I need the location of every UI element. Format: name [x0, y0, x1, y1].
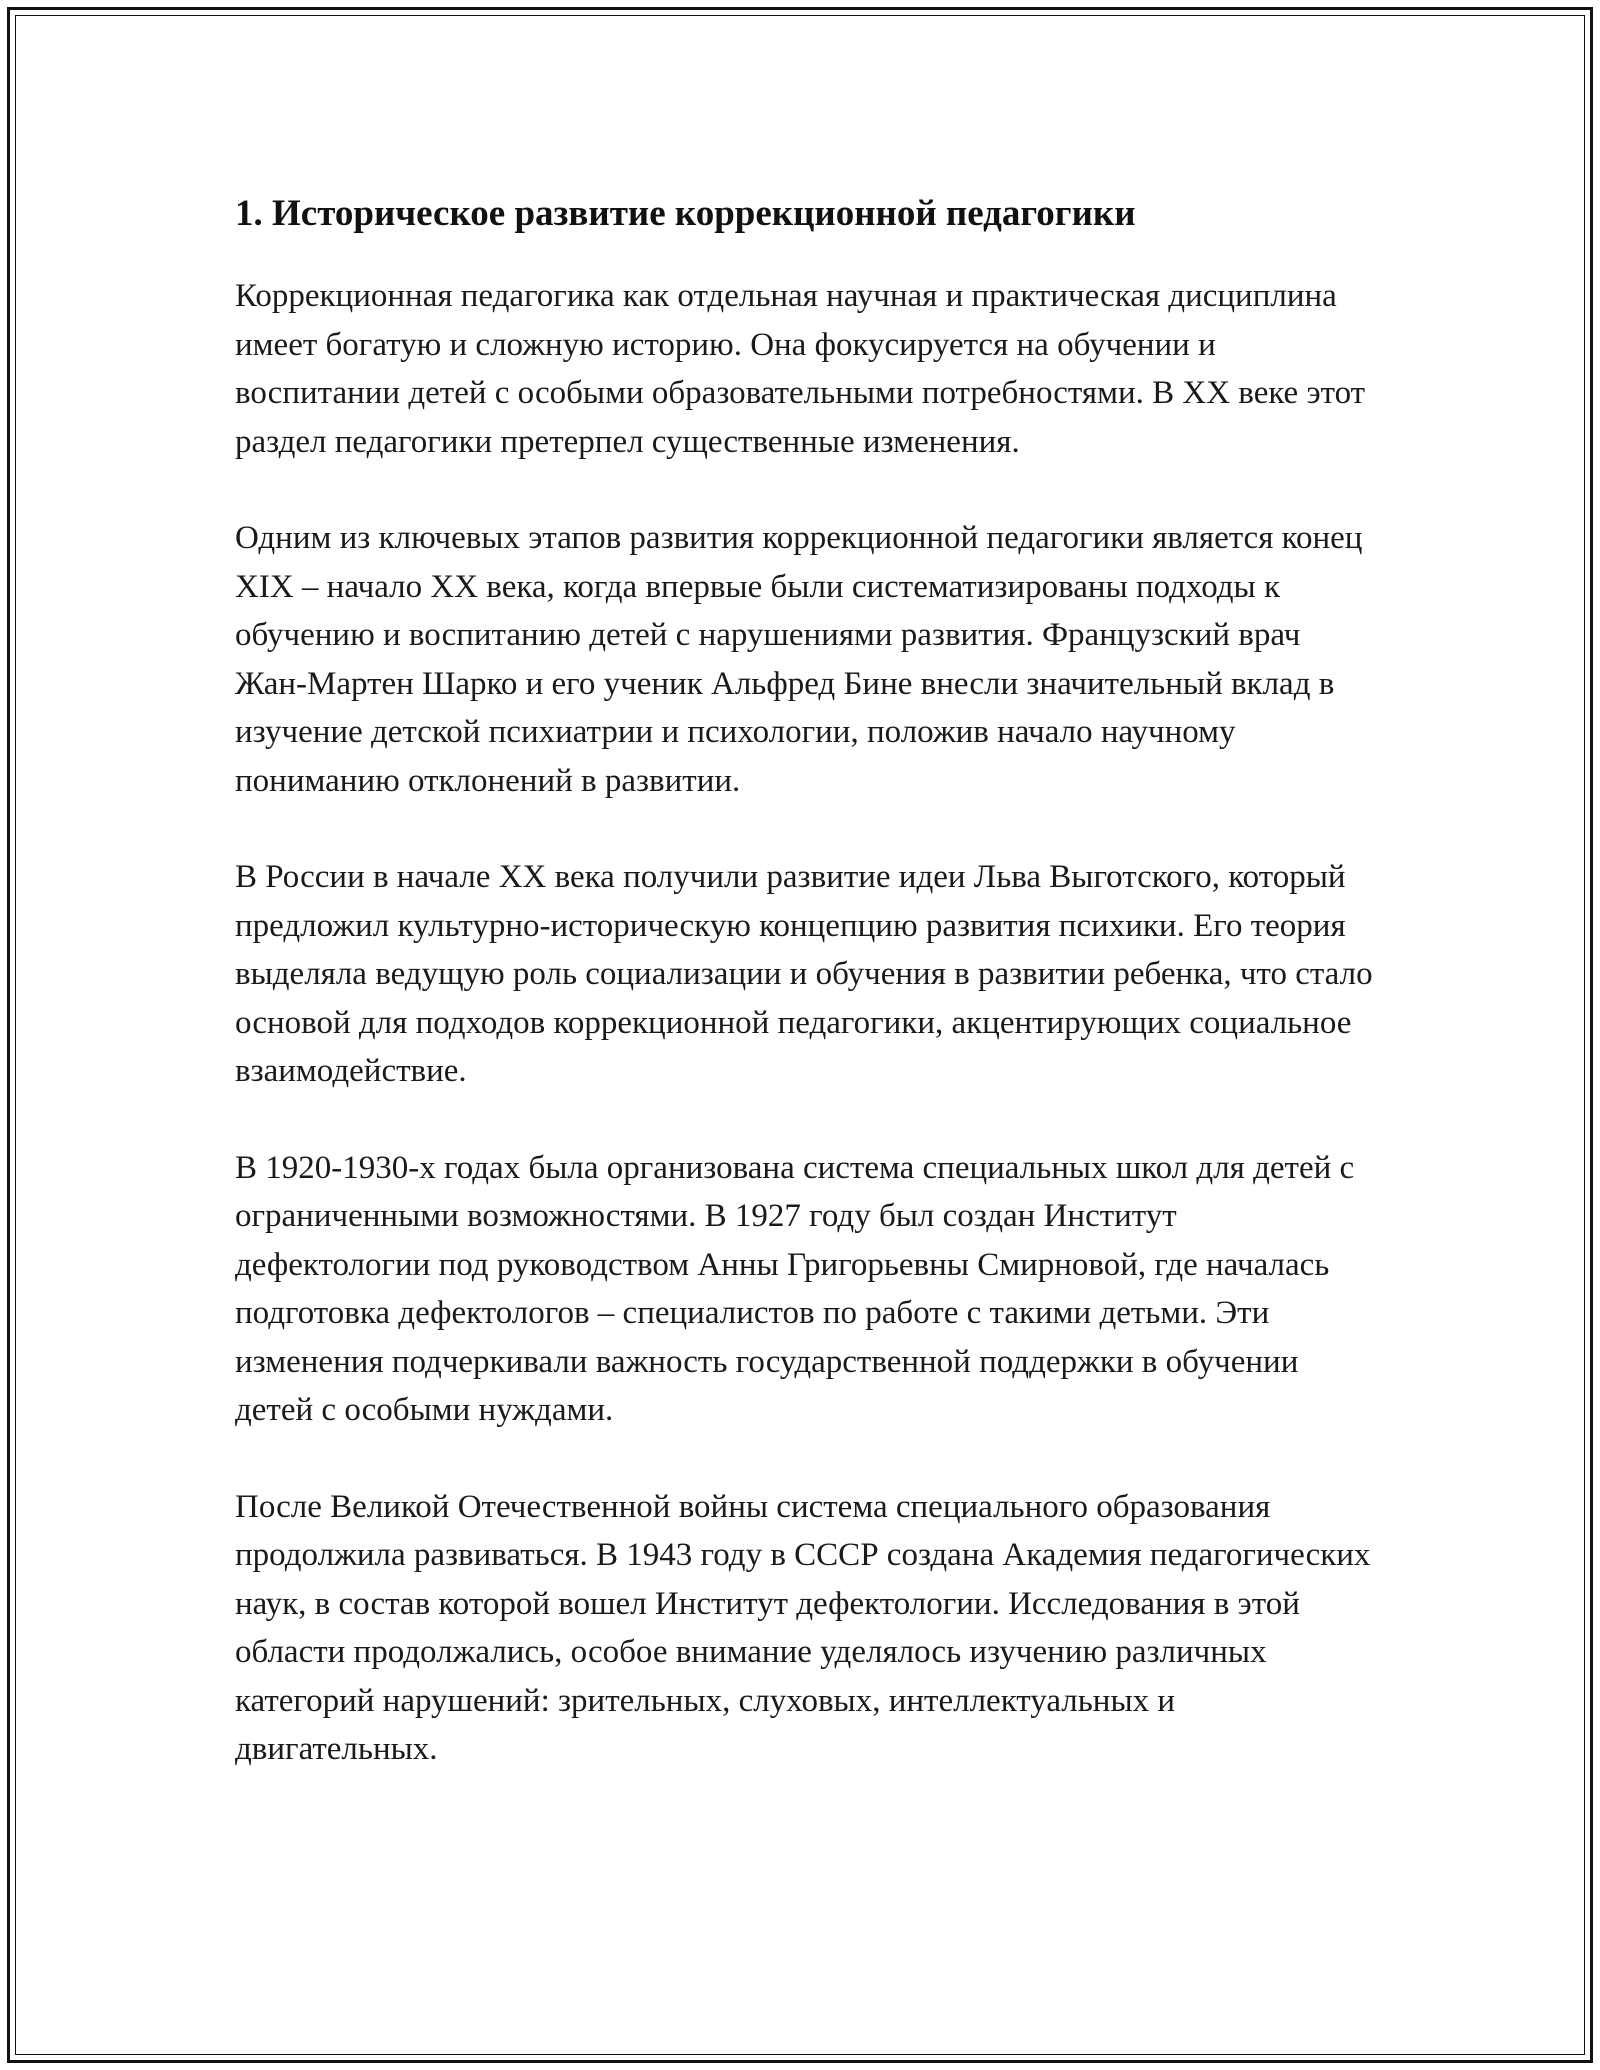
paragraph-post-war: После Великой Отечественной войны система специального образования продолжила развиваться. В 1943 году в СССР создана Академия педагогических наук, в состав которой вошел Институт дефектологии. Исследования в этой области продолжались, особое внимание уделялось изучению различных категорий нарушений: зрительных, слуховых, интеллектуальных и двигательных. — [235, 1488, 1371, 1767]
paragraph-late-19th-century: Одним из ключевых этапов развития коррекционной педагогики является конец XIX – начало XX века, когда впервые были систематизированы подходы к обучению и воспитанию детей с нарушениями развития. Французский врач Жан-Мартен Шарко и его ученик Альфред Бине внесли значительный вклад в изучение детской психиатрии и психологии, положив начало научному пониманию отклонений в развитии. — [235, 520, 1363, 799]
document-page — [235, 186, 1375, 1774]
section-heading: 1. Историческое развитие коррекционной педагогики — [235, 193, 1136, 234]
paragraph-1920-1930s: В 1920-1930-х годах была организована система специальных школ для детей с ограниченными возможностями. В 1927 году был создан Институт дефектологии под руководством Анны Григорьевны Смирновой, где началась подготовка дефектологов – специалистов по работе с такими детьми. Эти изменения подчеркивали важность государственной поддержки в обучении детей с особыми нуждами. — [235, 1149, 1355, 1428]
paragraph-intro: Коррекционная педагогика как отдельная научная и практическая дисциплина имеет богатую и сложную историю. Она фокусируется на обучении и воспитании детей с особыми образовательными потребностями. В XX веке этот раздел педагогики претерпел существенные изменения. — [235, 278, 1366, 460]
paragraph-vygotsky: В России в начале XX века получили развитие идеи Льва Выготского, который предложил культурно-историческую концепцию развития психики. Его теория выделяла ведущую роль социализации и обучения в развитии ребенка, что стало основой для подходов коррекционной педагогики, акцентирующих социальное взаимодействие. — [235, 859, 1373, 1089]
